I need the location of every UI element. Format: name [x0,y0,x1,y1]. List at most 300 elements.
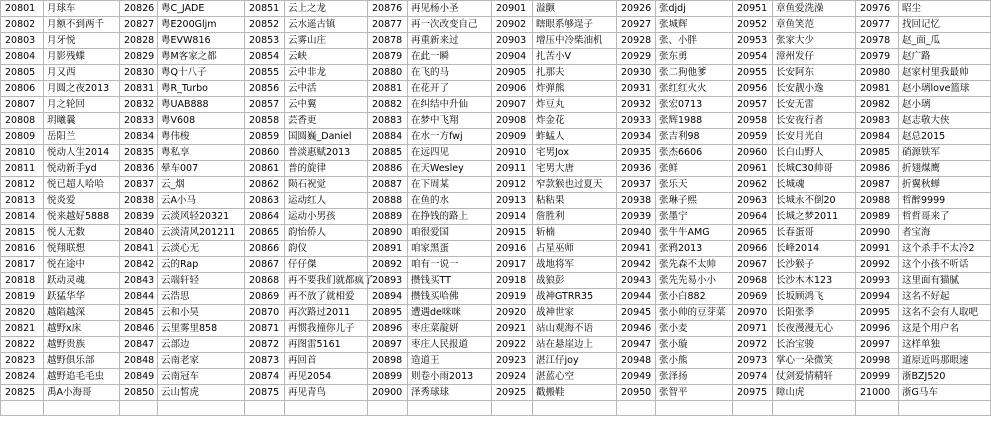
id-cell[interactable]: 20967 [733,257,773,273]
name-cell[interactable]: 这是个用户名 [899,321,991,337]
name-cell[interactable]: 攒钱买哈佛 [408,289,492,305]
name-cell[interactable]: 仗剑爱情精轩 [773,369,856,385]
name-cell[interactable]: 扎那夫 [533,65,617,81]
name-cell[interactable]: 云淡风轻20321 [158,209,245,225]
id-cell[interactable]: 20995 [856,305,899,321]
name-cell[interactable]: 张红红火火 [656,81,733,97]
name-cell[interactable]: 跃猛华华 [44,289,120,305]
name-cell[interactable]: 在此一瞬 [408,49,492,65]
name-cell[interactable]: 哲醉9999 [899,193,991,209]
name-cell[interactable]: 泽秀球球 [408,385,492,401]
id-cell[interactable]: 20873 [245,353,285,369]
id-cell[interactable]: 20866 [245,241,285,257]
id-cell[interactable]: 20998 [856,353,899,369]
name-cell[interactable]: 张先先易小小 [656,273,733,289]
name-cell[interactable]: 岳阳兰 [44,129,120,145]
name-cell[interactable]: 瞎眼系够逞子 [533,17,617,33]
empty-cell[interactable] [773,401,856,416]
id-cell[interactable]: 20848 [120,353,158,369]
id-cell[interactable]: 20839 [120,209,158,225]
name-cell[interactable]: 再回首 [285,353,368,369]
id-cell[interactable]: 20923 [492,353,533,369]
name-cell[interactable]: 月又西 [44,65,120,81]
id-cell[interactable]: 20887 [368,177,408,193]
id-cell[interactable]: 20943 [617,273,656,289]
id-cell[interactable]: 20854 [245,49,285,65]
name-cell[interactable]: 粤UAB888 [158,97,245,113]
id-cell[interactable]: 20989 [856,209,899,225]
name-cell[interactable]: 粤Q十八子 [158,65,245,81]
id-cell[interactable]: 20814 [1,209,44,225]
name-cell[interactable]: 普淡惠赋2013 [285,145,368,161]
id-cell[interactable]: 20819 [1,289,44,305]
name-cell[interactable]: 宅男Jox [533,145,617,161]
name-cell[interactable]: 云淡心无 [158,241,245,257]
name-cell[interactable]: 张杰6606 [656,145,733,161]
id-cell[interactable]: 20972 [733,337,773,353]
id-cell[interactable]: 20975 [733,385,773,401]
name-cell[interactable]: 这名不好起 [899,289,991,305]
id-cell[interactable]: 20901 [492,1,533,17]
id-cell[interactable]: 20886 [368,161,408,177]
name-cell[interactable]: 张鸦2013 [656,241,733,257]
id-cell[interactable]: 20889 [368,209,408,225]
name-cell[interactable]: 张吉利98 [656,129,733,145]
id-cell[interactable]: 20847 [120,337,158,353]
id-cell[interactable]: 20838 [120,193,158,209]
name-cell[interactable]: 宅男大唐 [533,161,617,177]
id-cell[interactable]: 20979 [856,49,899,65]
name-cell[interactable]: 越野俱乐部 [44,353,120,369]
empty-cell[interactable] [899,401,991,416]
id-cell[interactable]: 20850 [120,385,158,401]
id-cell[interactable]: 20869 [245,289,285,305]
id-cell[interactable]: 20879 [368,49,408,65]
id-cell[interactable]: 20956 [733,81,773,97]
name-cell[interactable]: 再不要我们就都疯了 [285,273,368,289]
name-cell[interactable]: 云雾山庄 [285,33,368,49]
name-cell[interactable]: 漳州发仔 [773,49,856,65]
id-cell[interactable]: 20981 [856,81,899,97]
name-cell[interactable]: 玥曦曩 [44,113,120,129]
name-cell[interactable]: 越野追毛毛虫 [44,369,120,385]
name-cell[interactable]: 悦炎爱 [44,193,120,209]
id-cell[interactable]: 20820 [1,305,44,321]
id-cell[interactable]: 20906 [492,81,533,97]
name-cell[interactable]: 章鱼笑范 [773,17,856,33]
name-cell[interactable]: 赵_面_瓜 [899,33,991,49]
name-cell[interactable]: 赵小璃love篮球 [899,81,991,97]
name-cell[interactable]: 在纠结中升仙 [408,97,492,113]
id-cell[interactable]: 20947 [617,337,656,353]
id-cell[interactable]: 20837 [120,177,158,193]
name-cell[interactable]: 者宝海 [899,225,991,241]
name-cell[interactable]: 云水遥古镇 [285,17,368,33]
id-cell[interactable]: 20903 [492,33,533,49]
id-cell[interactable]: 20865 [245,225,285,241]
id-cell[interactable]: 20895 [368,305,408,321]
name-cell[interactable]: 赵家村里我最帅 [899,65,991,81]
empty-cell[interactable] [44,401,120,416]
id-cell[interactable]: 20990 [856,225,899,241]
name-cell[interactable]: 张小白882 [656,289,733,305]
id-cell[interactable]: 20914 [492,209,533,225]
name-cell[interactable]: 昭尘 [899,1,991,17]
name-cell[interactable]: 站在悬崖边上 [533,337,617,353]
name-cell[interactable]: 枣庄人民报道 [408,337,492,353]
name-cell[interactable]: 张宏0713 [656,97,733,113]
name-cell[interactable]: 窄款猴也过夏天 [533,177,617,193]
id-cell[interactable]: 20813 [1,193,44,209]
id-cell[interactable]: 20900 [368,385,408,401]
id-cell[interactable]: 20893 [368,273,408,289]
id-cell[interactable]: 20824 [1,369,44,385]
name-cell[interactable]: 芸香更 [285,113,368,129]
name-cell[interactable]: 长安无雷 [773,97,856,113]
name-cell[interactable]: 道原近吗那眼速 [899,353,991,369]
name-cell[interactable]: 粤M客家之都 [158,49,245,65]
id-cell[interactable]: 20997 [856,337,899,353]
name-cell[interactable]: 再见杨小圣 [408,1,492,17]
name-cell[interactable]: 张小麦 [656,321,733,337]
id-cell[interactable]: 20908 [492,113,533,129]
name-cell[interactable]: 张djdj [656,1,733,17]
name-cell[interactable]: 越野贵族 [44,337,120,353]
name-cell[interactable]: 在飞的马 [408,65,492,81]
name-cell[interactable]: 扎苦小V [533,49,617,65]
id-cell[interactable]: 20962 [733,177,773,193]
id-cell[interactable]: 20965 [733,225,773,241]
name-cell[interactable]: 在鱼的水 [408,193,492,209]
id-cell[interactable]: 20899 [368,369,408,385]
name-cell[interactable]: 赵志敬大侠 [899,113,991,129]
id-cell[interactable]: 20927 [617,17,656,33]
id-cell[interactable]: 20811 [1,161,44,177]
id-cell[interactable]: 20877 [368,17,408,33]
id-cell[interactable]: 20926 [617,1,656,17]
name-cell[interactable]: 长春蛋哥 [773,225,856,241]
id-cell[interactable]: 20835 [120,145,158,161]
name-cell[interactable]: 张泽扬 [656,369,733,385]
name-cell[interactable]: 张二狗他爹 [656,65,733,81]
name-cell[interactable]: 浙G马车 [899,385,991,401]
name-cell[interactable]: 蚱蜢人 [533,129,617,145]
name-cell[interactable]: 在花开了 [408,81,492,97]
id-cell[interactable]: 20978 [856,33,899,49]
name-cell[interactable]: 溢颤 [533,1,617,17]
id-cell[interactable]: 20851 [245,1,285,17]
name-cell[interactable]: 月额不到两千 [44,17,120,33]
id-cell[interactable]: 20974 [733,369,773,385]
name-cell[interactable]: 长城永不倒20 [773,193,856,209]
id-cell[interactable]: 20884 [368,129,408,145]
name-cell[interactable]: 掌心一朵微笑 [773,353,856,369]
name-cell[interactable]: 增压中冷柴油机 [533,33,617,49]
id-cell[interactable]: 20883 [368,113,408,129]
name-cell[interactable]: 悦来越好5888 [44,209,120,225]
name-cell[interactable]: 张小帅的豆芽菜 [656,305,733,321]
id-cell[interactable]: 20911 [492,161,533,177]
id-cell[interactable]: 20858 [245,113,285,129]
id-cell[interactable]: 20859 [245,129,285,145]
name-cell[interactable]: 张乐天 [656,177,733,193]
name-cell[interactable]: 再图雷5161 [285,337,368,353]
name-cell[interactable]: 云A小马 [158,193,245,209]
name-cell[interactable]: 再见青鸟 [285,385,368,401]
empty-cell[interactable] [285,401,368,416]
name-cell[interactable]: 长城魂 [773,177,856,193]
name-cell[interactable]: 在下周某 [408,177,492,193]
empty-cell[interactable] [245,401,285,416]
id-cell[interactable]: 20941 [617,241,656,257]
name-cell[interactable]: 长城C30帅哥 [773,161,856,177]
id-cell[interactable]: 20929 [617,49,656,65]
name-cell[interactable]: 张辉1988 [656,113,733,129]
name-cell[interactable]: 云中翼 [285,97,368,113]
id-cell[interactable]: 20810 [1,145,44,161]
id-cell[interactable]: 20828 [120,33,158,49]
id-cell[interactable]: 20933 [617,113,656,129]
id-cell[interactable]: 20861 [245,161,285,177]
id-cell[interactable]: 20951 [733,1,773,17]
name-cell[interactable]: 陨石祝觉 [285,177,368,193]
name-cell[interactable]: 这里面有猫腻 [899,273,991,289]
id-cell[interactable]: 20816 [1,241,44,257]
id-cell[interactable]: 20849 [120,369,158,385]
name-cell[interactable]: 云南冠车 [158,369,245,385]
name-cell[interactable]: 云部边 [158,337,245,353]
name-cell[interactable]: 运动红人 [285,193,368,209]
id-cell[interactable]: 20825 [1,385,44,401]
id-cell[interactable]: 20976 [856,1,899,17]
id-cell[interactable]: 20826 [120,1,158,17]
id-cell[interactable]: 20806 [1,81,44,97]
id-cell[interactable]: 20808 [1,113,44,129]
name-cell[interactable]: 在挣钱的路上 [408,209,492,225]
id-cell[interactable]: 20801 [1,1,44,17]
id-cell[interactable]: 20970 [733,305,773,321]
name-cell[interactable]: 遭遇de咪咪 [408,305,492,321]
id-cell[interactable]: 20874 [245,369,285,385]
id-cell[interactable]: 20958 [733,113,773,129]
id-cell[interactable]: 20940 [617,225,656,241]
name-cell[interactable]: 咱家黑蛋 [408,241,492,257]
id-cell[interactable]: 20955 [733,65,773,81]
name-cell[interactable]: 长安夜行者 [773,113,856,129]
id-cell[interactable]: 20944 [617,289,656,305]
id-cell[interactable]: 20939 [617,209,656,225]
name-cell[interactable]: 赵广路 [899,49,991,65]
name-cell[interactable]: 战神GTRR35 [533,289,617,305]
name-cell[interactable]: 月球车 [44,1,120,17]
name-cell[interactable]: 张墨宁 [656,209,733,225]
id-cell[interactable]: 20985 [856,145,899,161]
id-cell[interactable]: 20964 [733,209,773,225]
name-cell[interactable]: 普的旋律 [285,161,368,177]
id-cell[interactable]: 20921 [492,321,533,337]
id-cell[interactable]: 20986 [856,161,899,177]
name-cell[interactable]: 则卷小雨2013 [408,369,492,385]
empty-cell[interactable] [120,401,158,416]
id-cell[interactable]: 20827 [120,17,158,33]
id-cell[interactable]: 20982 [856,97,899,113]
id-cell[interactable]: 20880 [368,65,408,81]
id-cell[interactable]: 20957 [733,97,773,113]
id-cell[interactable]: 20891 [368,241,408,257]
id-cell[interactable]: 20822 [1,337,44,353]
name-cell[interactable]: 硝源铁军 [899,145,991,161]
id-cell[interactable]: 20807 [1,97,44,113]
id-cell[interactable]: 20842 [120,257,158,273]
id-cell[interactable]: 20845 [120,305,158,321]
name-cell[interactable]: 悦动新手yd [44,161,120,177]
id-cell[interactable]: 20864 [245,209,285,225]
empty-cell[interactable] [856,401,899,416]
id-cell[interactable]: 20902 [492,17,533,33]
name-cell[interactable]: 月牙悦 [44,33,120,49]
id-cell[interactable]: 20912 [492,177,533,193]
name-cell[interactable]: 赵总2015 [899,129,991,145]
id-cell[interactable]: 20994 [856,289,899,305]
name-cell[interactable]: 张、小胖 [656,33,733,49]
name-cell[interactable]: 粤EVW816 [158,33,245,49]
name-cell[interactable]: 晕车007 [158,161,245,177]
id-cell[interactable]: 20935 [617,145,656,161]
id-cell[interactable]: 20836 [120,161,158,177]
id-cell[interactable]: 20868 [245,273,285,289]
name-cell[interactable]: 张智平 [656,385,733,401]
id-cell[interactable]: 20907 [492,97,533,113]
name-cell[interactable]: 张家大少 [773,33,856,49]
id-cell[interactable]: 20905 [492,65,533,81]
id-cell[interactable]: 20881 [368,81,408,97]
name-cell[interactable]: 长夜漫漫无心 [773,321,856,337]
name-cell[interactable]: 粤C_JADE [158,1,245,17]
name-cell[interactable]: 张琳子熙 [656,193,733,209]
name-cell[interactable]: 云中非龙 [285,65,368,81]
empty-cell[interactable] [368,401,408,416]
id-cell[interactable]: 20983 [856,113,899,129]
name-cell[interactable]: 折翅煤鹰 [899,161,991,177]
name-cell[interactable]: 悦翔联想 [44,241,120,257]
id-cell[interactable]: 20959 [733,129,773,145]
name-cell[interactable]: 长阳张季 [773,305,856,321]
name-cell[interactable]: 折翼秋蝉 [899,177,991,193]
id-cell[interactable]: 20946 [617,321,656,337]
id-cell[interactable]: 20834 [120,129,158,145]
id-cell[interactable]: 20963 [733,193,773,209]
id-cell[interactable]: 20833 [120,113,158,129]
id-cell[interactable]: 20960 [733,145,773,161]
name-cell[interactable]: 粤V608 [158,113,245,129]
id-cell[interactable]: 20917 [492,257,533,273]
name-cell[interactable]: 枣庄菜靛妍 [408,321,492,337]
id-cell[interactable]: 20913 [492,193,533,209]
name-cell[interactable]: 长城之梦2011 [773,209,856,225]
id-cell[interactable]: 20821 [1,321,44,337]
empty-cell[interactable] [617,401,656,416]
id-cell[interactable]: 20934 [617,129,656,145]
id-cell[interactable]: 20803 [1,33,44,49]
id-cell[interactable]: 20924 [492,369,533,385]
name-cell[interactable]: 长沙猴子 [773,257,856,273]
id-cell[interactable]: 20961 [733,161,773,177]
id-cell[interactable]: 20925 [492,385,533,401]
name-cell[interactable]: 长峰2014 [773,241,856,257]
id-cell[interactable]: 20909 [492,129,533,145]
name-cell[interactable]: 韵仪 [285,241,368,257]
name-cell[interactable]: 障山虎 [773,385,856,401]
id-cell[interactable]: 20809 [1,129,44,145]
id-cell[interactable]: 20823 [1,353,44,369]
id-cell[interactable]: 20968 [733,273,773,289]
name-cell[interactable]: 张城辉 [656,17,733,33]
id-cell[interactable]: 20843 [120,273,158,289]
name-cell[interactable]: 云中活 [285,81,368,97]
id-cell[interactable]: 20870 [245,305,285,321]
name-cell[interactable]: 这样单独 [899,337,991,353]
name-cell[interactable]: 越陷越深 [44,305,120,321]
name-cell[interactable]: 张鲜 [656,161,733,177]
id-cell[interactable]: 20987 [856,177,899,193]
name-cell[interactable]: 长安靓小逸 [773,81,856,97]
name-cell[interactable]: 长安月光自 [773,129,856,145]
id-cell[interactable]: 20897 [368,337,408,353]
name-cell[interactable]: 在水一方fwj [408,129,492,145]
name-cell[interactable]: 粘粘果 [533,193,617,209]
id-cell[interactable]: 20991 [856,241,899,257]
id-cell[interactable]: 20832 [120,97,158,113]
id-cell[interactable]: 20896 [368,321,408,337]
id-cell[interactable]: 20945 [617,305,656,321]
name-cell[interactable]: 悦已超人哈哈 [44,177,120,193]
name-cell[interactable]: 张东勇 [656,49,733,65]
name-cell[interactable]: 月圆之夜2013 [44,81,120,97]
id-cell[interactable]: 20936 [617,161,656,177]
empty-cell[interactable] [492,401,533,416]
id-cell[interactable]: 20888 [368,193,408,209]
name-cell[interactable]: 月影残蝶 [44,49,120,65]
id-cell[interactable]: 20977 [856,17,899,33]
id-cell[interactable]: 20890 [368,225,408,241]
id-cell[interactable]: 20915 [492,225,533,241]
name-cell[interactable]: 这个小孩不听话 [899,257,991,273]
name-cell[interactable]: 张小璇 [656,337,733,353]
id-cell[interactable]: 20930 [617,65,656,81]
name-cell[interactable]: 再不放了就相爱 [285,289,368,305]
id-cell[interactable]: 20932 [617,97,656,113]
name-cell[interactable]: 长治宝骏 [773,337,856,353]
name-cell[interactable]: 悦在途中 [44,257,120,273]
id-cell[interactable]: 20980 [856,65,899,81]
id-cell[interactable]: 20841 [120,241,158,257]
name-cell[interactable]: 这名不会有人取吧 [899,305,991,321]
id-cell[interactable]: 20992 [856,257,899,273]
id-cell[interactable]: 20948 [617,353,656,369]
name-cell[interactable]: 粤伟梭 [158,129,245,145]
id-cell[interactable]: 20856 [245,81,285,97]
name-cell[interactable]: 站山观海不语 [533,321,617,337]
id-cell[interactable]: 20993 [856,273,899,289]
name-cell[interactable]: 再见2054 [285,369,368,385]
name-cell[interactable]: 战狼彭 [533,273,617,289]
name-cell[interactable]: 云端轩轻 [158,273,245,289]
id-cell[interactable]: 20950 [617,385,656,401]
id-cell[interactable]: 20817 [1,257,44,273]
name-cell[interactable]: 运动小男孩 [285,209,368,225]
id-cell[interactable]: 20919 [492,289,533,305]
empty-cell[interactable] [656,401,733,416]
